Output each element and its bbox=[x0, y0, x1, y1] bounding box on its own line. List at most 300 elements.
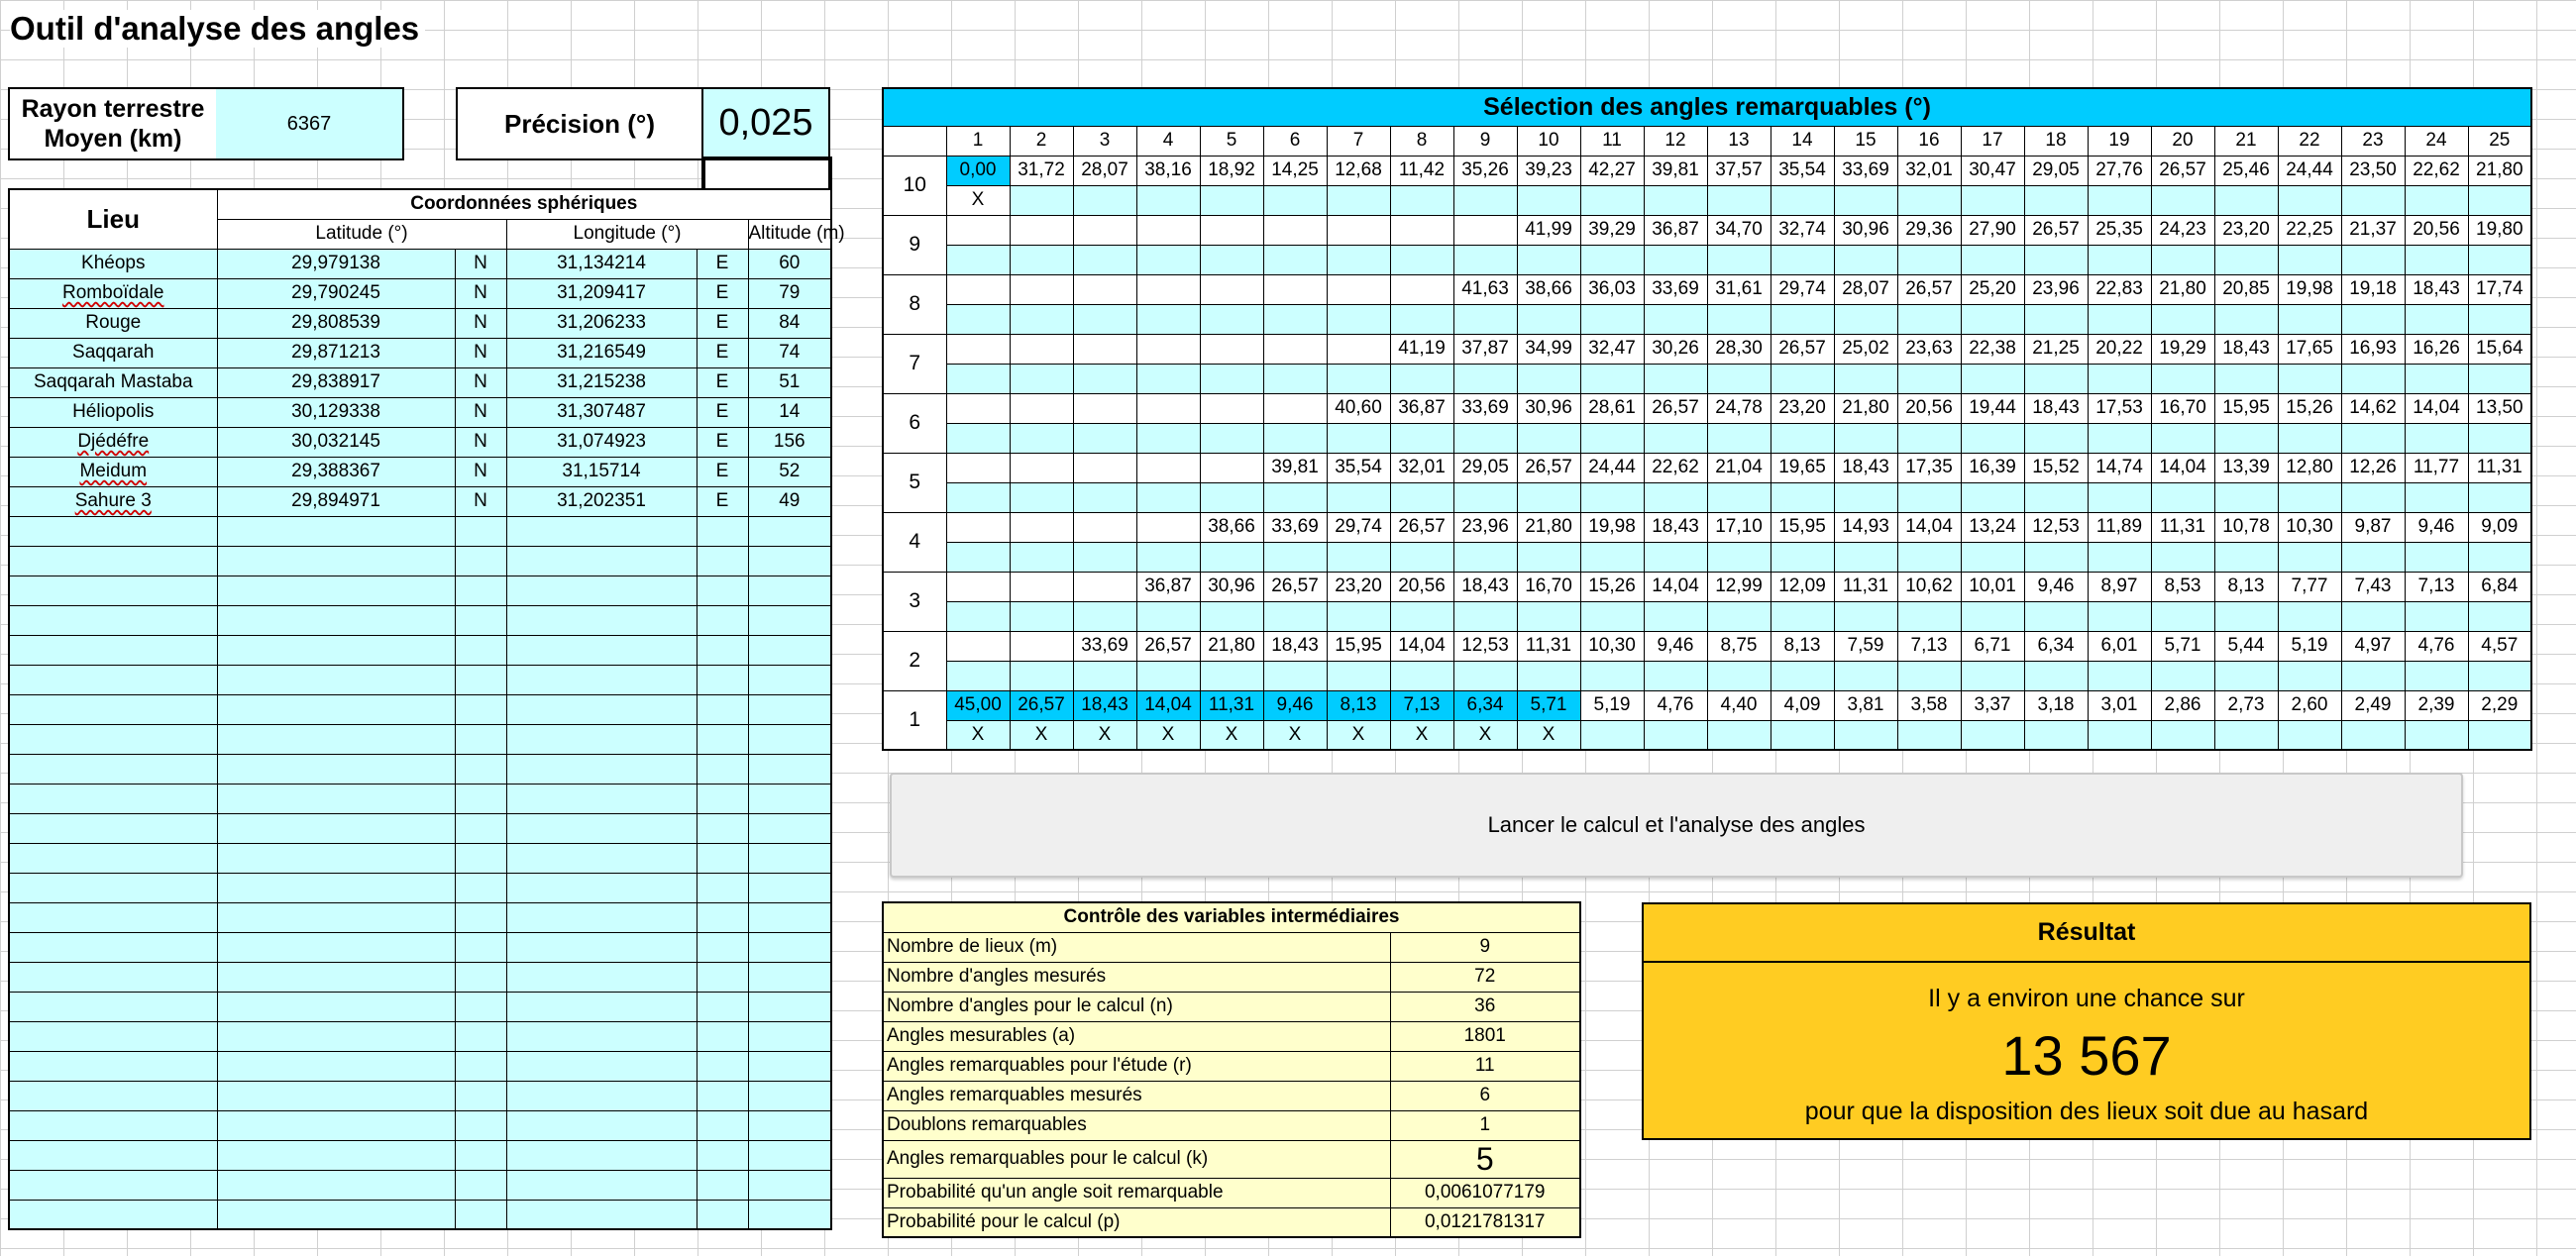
selection-mark-cell[interactable] bbox=[1010, 364, 1073, 393]
place-ew-cell[interactable] bbox=[697, 516, 748, 546]
angle-cell[interactable] bbox=[1073, 512, 1136, 542]
place-ew-cell[interactable] bbox=[697, 1110, 748, 1140]
place-lon-cell[interactable] bbox=[506, 694, 697, 724]
place-lat-cell[interactable]: 29,894971 bbox=[217, 486, 455, 516]
angle-cell[interactable]: 12,53 bbox=[1453, 631, 1517, 661]
place-lat-cell[interactable] bbox=[217, 873, 455, 902]
angle-cell[interactable]: 2,73 bbox=[2214, 690, 2278, 720]
angle-cell[interactable]: 33,69 bbox=[1453, 393, 1517, 423]
selection-mark-cell[interactable] bbox=[2341, 423, 2405, 453]
angle-cell[interactable]: 35,54 bbox=[1327, 453, 1390, 482]
selection-mark-cell[interactable]: X bbox=[1136, 720, 1200, 750]
selection-mark-cell[interactable] bbox=[1200, 661, 1263, 690]
angle-cell[interactable]: 33,69 bbox=[1644, 274, 1707, 304]
place-lat-cell[interactable] bbox=[217, 665, 455, 694]
place-name-cell[interactable] bbox=[9, 1051, 217, 1081]
selection-mark-cell[interactable]: X bbox=[1327, 720, 1390, 750]
angle-cell[interactable]: 5,19 bbox=[1580, 690, 1644, 720]
place-ns-cell[interactable]: N bbox=[455, 338, 506, 367]
place-ew-cell[interactable] bbox=[697, 1021, 748, 1051]
place-ns-cell[interactable]: N bbox=[455, 457, 506, 486]
place-lon-cell[interactable]: 31,074923 bbox=[506, 427, 697, 457]
selection-mark-cell[interactable] bbox=[1263, 482, 1327, 512]
place-name-cell[interactable] bbox=[9, 902, 217, 932]
place-ew-cell[interactable] bbox=[697, 873, 748, 902]
selection-mark-cell[interactable]: X bbox=[1390, 720, 1453, 750]
place-ew-cell[interactable] bbox=[697, 635, 748, 665]
selection-mark-cell[interactable] bbox=[1644, 423, 1707, 453]
selection-mark-cell[interactable] bbox=[1834, 542, 1897, 572]
angle-cell[interactable]: 17,65 bbox=[2278, 334, 2341, 364]
place-ew-cell[interactable] bbox=[697, 576, 748, 605]
angle-cell[interactable] bbox=[1327, 274, 1390, 304]
selection-mark-cell[interactable] bbox=[946, 423, 1010, 453]
place-ew-cell[interactable] bbox=[697, 902, 748, 932]
place-alt-cell[interactable] bbox=[748, 1170, 831, 1200]
angle-cell[interactable]: 26,57 bbox=[1390, 512, 1453, 542]
selection-mark-cell[interactable] bbox=[1834, 720, 1897, 750]
angle-cell[interactable]: 18,43 bbox=[1834, 453, 1897, 482]
place-lon-cell[interactable]: 31,202351 bbox=[506, 486, 697, 516]
place-name-cell[interactable] bbox=[9, 605, 217, 635]
place-name-cell[interactable] bbox=[9, 754, 217, 784]
angle-cell[interactable]: 14,62 bbox=[2341, 393, 2405, 423]
selection-mark-cell[interactable] bbox=[1771, 423, 1834, 453]
angle-cell[interactable]: 22,38 bbox=[1961, 334, 2024, 364]
selection-mark-cell[interactable] bbox=[1073, 661, 1136, 690]
selection-mark-cell[interactable] bbox=[1390, 482, 1453, 512]
selection-mark-cell[interactable] bbox=[1327, 482, 1390, 512]
place-ns-cell[interactable] bbox=[455, 1021, 506, 1051]
angle-cell[interactable]: 9,46 bbox=[1263, 690, 1327, 720]
angle-cell[interactable]: 18,92 bbox=[1200, 156, 1263, 185]
place-alt-cell[interactable] bbox=[748, 843, 831, 873]
angle-cell[interactable]: 11,42 bbox=[1390, 156, 1453, 185]
angle-cell[interactable]: 21,80 bbox=[1834, 393, 1897, 423]
angle-cell[interactable]: 4,57 bbox=[2468, 631, 2531, 661]
selection-mark-cell[interactable]: X bbox=[946, 185, 1010, 215]
place-lon-cell[interactable]: 31,209417 bbox=[506, 278, 697, 308]
place-lon-cell[interactable] bbox=[506, 1170, 697, 1200]
angle-cell[interactable]: 23,20 bbox=[1771, 393, 1834, 423]
selection-mark-cell[interactable] bbox=[1897, 542, 1961, 572]
angle-cell[interactable]: 12,68 bbox=[1327, 156, 1390, 185]
precision-input[interactable]: 0,025 bbox=[701, 87, 830, 158]
place-ew-cell[interactable]: E bbox=[697, 457, 748, 486]
place-lon-cell[interactable] bbox=[506, 813, 697, 843]
selection-mark-cell[interactable] bbox=[1897, 720, 1961, 750]
selection-mark-cell[interactable] bbox=[1834, 661, 1897, 690]
place-ns-cell[interactable]: N bbox=[455, 249, 506, 278]
angle-cell[interactable]: 33,69 bbox=[1073, 631, 1136, 661]
selection-mark-cell[interactable] bbox=[1580, 661, 1644, 690]
angle-cell[interactable]: 36,87 bbox=[1390, 393, 1453, 423]
place-lat-cell[interactable] bbox=[217, 1021, 455, 1051]
place-ns-cell[interactable] bbox=[455, 1051, 506, 1081]
angle-cell[interactable]: 9,87 bbox=[2341, 512, 2405, 542]
angle-cell[interactable]: 11,31 bbox=[1200, 690, 1263, 720]
selection-mark-cell[interactable] bbox=[1517, 542, 1580, 572]
place-alt-cell[interactable] bbox=[748, 902, 831, 932]
angle-cell[interactable]: 4,76 bbox=[1644, 690, 1707, 720]
selection-mark-cell[interactable] bbox=[1897, 482, 1961, 512]
selection-mark-cell[interactable] bbox=[2405, 542, 2468, 572]
place-alt-cell[interactable] bbox=[748, 992, 831, 1021]
angle-cell[interactable]: 11,31 bbox=[2468, 453, 2531, 482]
place-ns-cell[interactable] bbox=[455, 902, 506, 932]
selection-mark-cell[interactable] bbox=[1961, 304, 2024, 334]
place-name-cell[interactable]: Sahure 3 bbox=[9, 486, 217, 516]
selection-mark-cell[interactable] bbox=[1453, 304, 1517, 334]
selection-mark-cell[interactable] bbox=[1517, 364, 1580, 393]
place-ew-cell[interactable]: E bbox=[697, 427, 748, 457]
angle-cell[interactable] bbox=[946, 453, 1010, 482]
place-lon-cell[interactable] bbox=[506, 1021, 697, 1051]
angle-cell[interactable]: 22,62 bbox=[1644, 453, 1707, 482]
selection-mark-cell[interactable] bbox=[2151, 482, 2214, 512]
angle-cell[interactable] bbox=[1200, 274, 1263, 304]
place-alt-cell[interactable] bbox=[748, 1140, 831, 1170]
angle-cell[interactable]: 22,25 bbox=[2278, 215, 2341, 245]
angle-cell[interactable]: 28,30 bbox=[1707, 334, 1771, 364]
selection-mark-cell[interactable] bbox=[1517, 304, 1580, 334]
place-ew-cell[interactable] bbox=[697, 1200, 748, 1229]
angle-cell[interactable]: 19,80 bbox=[2468, 215, 2531, 245]
angle-cell[interactable]: 16,70 bbox=[2151, 393, 2214, 423]
selection-mark-cell[interactable] bbox=[946, 245, 1010, 274]
selection-mark-cell[interactable] bbox=[2151, 661, 2214, 690]
place-alt-cell[interactable] bbox=[748, 516, 831, 546]
place-ew-cell[interactable] bbox=[697, 932, 748, 962]
angle-cell[interactable]: 33,69 bbox=[1263, 512, 1327, 542]
place-ew-cell[interactable] bbox=[697, 1140, 748, 1170]
selection-mark-cell[interactable] bbox=[946, 601, 1010, 631]
selection-mark-cell[interactable] bbox=[2214, 542, 2278, 572]
angle-cell[interactable]: 16,39 bbox=[1961, 453, 2024, 482]
place-alt-cell[interactable]: 84 bbox=[748, 308, 831, 338]
place-lon-cell[interactable]: 31,134214 bbox=[506, 249, 697, 278]
place-ew-cell[interactable]: E bbox=[697, 278, 748, 308]
place-ns-cell[interactable] bbox=[455, 1200, 506, 1229]
angle-cell[interactable]: 10,30 bbox=[2278, 512, 2341, 542]
selection-mark-cell[interactable] bbox=[1073, 185, 1136, 215]
angle-cell[interactable]: 34,99 bbox=[1517, 334, 1580, 364]
selection-mark-cell[interactable] bbox=[1771, 185, 1834, 215]
angle-cell[interactable]: 18,43 bbox=[2405, 274, 2468, 304]
selection-mark-cell[interactable] bbox=[1707, 245, 1771, 274]
selection-mark-cell[interactable] bbox=[2024, 423, 2088, 453]
place-lat-cell[interactable] bbox=[217, 1081, 455, 1110]
angle-cell[interactable]: 26,57 bbox=[1897, 274, 1961, 304]
place-lat-cell[interactable]: 30,032145 bbox=[217, 427, 455, 457]
selection-mark-cell[interactable] bbox=[1453, 482, 1517, 512]
angle-cell[interactable]: 19,18 bbox=[2341, 274, 2405, 304]
place-lat-cell[interactable]: 29,838917 bbox=[217, 367, 455, 397]
place-ns-cell[interactable] bbox=[455, 605, 506, 635]
place-name-cell[interactable] bbox=[9, 784, 217, 813]
selection-mark-cell[interactable] bbox=[1961, 601, 2024, 631]
angle-cell[interactable]: 12,53 bbox=[2024, 512, 2088, 542]
angle-cell[interactable]: 7,59 bbox=[1834, 631, 1897, 661]
selection-mark-cell[interactable] bbox=[946, 542, 1010, 572]
place-name-cell[interactable]: Romboïdale bbox=[9, 278, 217, 308]
selection-mark-cell[interactable] bbox=[2468, 720, 2531, 750]
angle-cell[interactable]: 20,56 bbox=[1390, 572, 1453, 601]
angle-cell[interactable]: 41,63 bbox=[1453, 274, 1517, 304]
place-lat-cell[interactable]: 29,790245 bbox=[217, 278, 455, 308]
selection-mark-cell[interactable] bbox=[2468, 185, 2531, 215]
place-ns-cell[interactable] bbox=[455, 754, 506, 784]
selection-mark-cell[interactable] bbox=[1136, 304, 1200, 334]
selection-mark-cell[interactable] bbox=[1580, 482, 1644, 512]
angle-cell[interactable]: 29,74 bbox=[1771, 274, 1834, 304]
place-name-cell[interactable] bbox=[9, 665, 217, 694]
selection-mark-cell[interactable] bbox=[2024, 661, 2088, 690]
selection-mark-cell[interactable] bbox=[1263, 185, 1327, 215]
place-lon-cell[interactable] bbox=[506, 784, 697, 813]
angle-cell[interactable]: 38,16 bbox=[1136, 156, 1200, 185]
selection-mark-cell[interactable] bbox=[1961, 364, 2024, 393]
selection-mark-cell[interactable] bbox=[2468, 304, 2531, 334]
angle-cell[interactable]: 11,89 bbox=[2088, 512, 2151, 542]
angle-cell[interactable]: 2,29 bbox=[2468, 690, 2531, 720]
angle-cell[interactable]: 19,98 bbox=[2278, 274, 2341, 304]
selection-mark-cell[interactable] bbox=[1136, 364, 1200, 393]
angle-cell[interactable] bbox=[1073, 215, 1136, 245]
selection-mark-cell[interactable] bbox=[2214, 661, 2278, 690]
selection-mark-cell[interactable] bbox=[2278, 482, 2341, 512]
selection-mark-cell[interactable] bbox=[2088, 720, 2151, 750]
angle-cell[interactable]: 38,66 bbox=[1517, 274, 1580, 304]
place-name-cell[interactable]: Saqqarah Mastaba bbox=[9, 367, 217, 397]
place-lat-cell[interactable] bbox=[217, 992, 455, 1021]
angle-cell[interactable]: 12,80 bbox=[2278, 453, 2341, 482]
place-lat-cell[interactable] bbox=[217, 635, 455, 665]
selection-mark-cell[interactable] bbox=[1200, 304, 1263, 334]
place-lat-cell[interactable] bbox=[217, 813, 455, 843]
selection-mark-cell[interactable] bbox=[2024, 185, 2088, 215]
place-lon-cell[interactable] bbox=[506, 635, 697, 665]
selection-mark-cell[interactable] bbox=[1644, 661, 1707, 690]
place-alt-cell[interactable]: 49 bbox=[748, 486, 831, 516]
angle-cell[interactable]: 10,01 bbox=[1961, 572, 2024, 601]
selection-mark-cell[interactable] bbox=[2278, 601, 2341, 631]
selection-mark-cell[interactable] bbox=[1771, 364, 1834, 393]
place-name-cell[interactable] bbox=[9, 1081, 217, 1110]
selection-mark-cell[interactable] bbox=[1200, 423, 1263, 453]
place-ns-cell[interactable] bbox=[455, 635, 506, 665]
angle-cell[interactable]: 20,22 bbox=[2088, 334, 2151, 364]
place-name-cell[interactable] bbox=[9, 546, 217, 576]
place-alt-cell[interactable] bbox=[748, 1051, 831, 1081]
selection-mark-cell[interactable] bbox=[1771, 245, 1834, 274]
angle-cell[interactable]: 8,13 bbox=[2214, 572, 2278, 601]
selection-mark-cell[interactable] bbox=[1263, 661, 1327, 690]
selection-mark-cell[interactable] bbox=[2088, 304, 2151, 334]
selection-mark-cell[interactable] bbox=[1073, 601, 1136, 631]
selection-mark-cell[interactable] bbox=[1136, 482, 1200, 512]
selection-mark-cell[interactable] bbox=[1897, 245, 1961, 274]
place-ns-cell[interactable]: N bbox=[455, 308, 506, 338]
place-alt-cell[interactable] bbox=[748, 635, 831, 665]
angle-cell[interactable]: 4,09 bbox=[1771, 690, 1834, 720]
angle-cell[interactable]: 22,62 bbox=[2405, 156, 2468, 185]
angle-cell[interactable]: 8,13 bbox=[1771, 631, 1834, 661]
selection-mark-cell[interactable] bbox=[2088, 245, 2151, 274]
place-lat-cell[interactable] bbox=[217, 1110, 455, 1140]
place-lat-cell[interactable] bbox=[217, 1200, 455, 1229]
selection-mark-cell[interactable] bbox=[2214, 482, 2278, 512]
selection-mark-cell[interactable] bbox=[1644, 601, 1707, 631]
selection-mark-cell[interactable] bbox=[2088, 601, 2151, 631]
angle-cell[interactable]: 8,13 bbox=[1327, 690, 1390, 720]
angle-cell[interactable]: 5,71 bbox=[1517, 690, 1580, 720]
angle-cell[interactable]: 9,46 bbox=[2405, 512, 2468, 542]
angle-cell[interactable]: 23,96 bbox=[1453, 512, 1517, 542]
angle-cell[interactable]: 26,57 bbox=[1771, 334, 1834, 364]
place-ew-cell[interactable] bbox=[697, 1081, 748, 1110]
selection-mark-cell[interactable] bbox=[1073, 482, 1136, 512]
selection-mark-cell[interactable] bbox=[2341, 185, 2405, 215]
angle-cell[interactable]: 31,61 bbox=[1707, 274, 1771, 304]
place-lon-cell[interactable] bbox=[506, 724, 697, 754]
angle-cell[interactable]: 14,04 bbox=[1390, 631, 1453, 661]
selection-mark-cell[interactable] bbox=[1200, 245, 1263, 274]
angle-cell[interactable]: 21,80 bbox=[1517, 512, 1580, 542]
angle-cell[interactable]: 19,29 bbox=[2151, 334, 2214, 364]
selection-mark-cell[interactable] bbox=[1644, 185, 1707, 215]
selection-mark-cell[interactable] bbox=[2088, 185, 2151, 215]
angle-cell[interactable]: 9,46 bbox=[2024, 572, 2088, 601]
place-lon-cell[interactable] bbox=[506, 665, 697, 694]
angle-cell[interactable]: 35,54 bbox=[1771, 156, 1834, 185]
selection-mark-cell[interactable] bbox=[1517, 601, 1580, 631]
angle-cell[interactable] bbox=[1136, 393, 1200, 423]
selection-mark-cell[interactable] bbox=[2151, 245, 2214, 274]
selection-mark-cell[interactable] bbox=[1200, 185, 1263, 215]
angle-cell[interactable]: 30,96 bbox=[1200, 572, 1263, 601]
selection-mark-cell[interactable] bbox=[1580, 245, 1644, 274]
place-lon-cell[interactable] bbox=[506, 1051, 697, 1081]
place-lat-cell[interactable] bbox=[217, 843, 455, 873]
angle-cell[interactable]: 12,26 bbox=[2341, 453, 2405, 482]
place-ns-cell[interactable]: N bbox=[455, 367, 506, 397]
selection-mark-cell[interactable] bbox=[2278, 661, 2341, 690]
place-lat-cell[interactable] bbox=[217, 724, 455, 754]
selection-mark-cell[interactable] bbox=[1707, 661, 1771, 690]
place-ns-cell[interactable] bbox=[455, 576, 506, 605]
angle-cell[interactable]: 18,43 bbox=[2214, 334, 2278, 364]
selection-mark-cell[interactable] bbox=[1453, 245, 1517, 274]
place-name-cell[interactable] bbox=[9, 873, 217, 902]
place-alt-cell[interactable] bbox=[748, 932, 831, 962]
angle-cell[interactable] bbox=[946, 631, 1010, 661]
place-lon-cell[interactable]: 31,307487 bbox=[506, 397, 697, 427]
angle-cell[interactable]: 25,46 bbox=[2214, 156, 2278, 185]
selection-mark-cell[interactable] bbox=[1390, 364, 1453, 393]
place-alt-cell[interactable] bbox=[748, 873, 831, 902]
place-name-cell[interactable] bbox=[9, 694, 217, 724]
place-ew-cell[interactable] bbox=[697, 1170, 748, 1200]
selection-mark-cell[interactable] bbox=[2341, 542, 2405, 572]
angle-cell[interactable]: 26,57 bbox=[1644, 393, 1707, 423]
selection-mark-cell[interactable] bbox=[1073, 542, 1136, 572]
selection-mark-cell[interactable] bbox=[1644, 245, 1707, 274]
angle-cell[interactable]: 30,96 bbox=[1517, 393, 1580, 423]
angle-cell[interactable] bbox=[1200, 393, 1263, 423]
place-ns-cell[interactable] bbox=[455, 1081, 506, 1110]
place-alt-cell[interactable]: 51 bbox=[748, 367, 831, 397]
selection-mark-cell[interactable] bbox=[2214, 423, 2278, 453]
angle-cell[interactable] bbox=[1390, 274, 1453, 304]
selection-mark-cell[interactable] bbox=[1200, 482, 1263, 512]
place-lat-cell[interactable] bbox=[217, 932, 455, 962]
angle-cell[interactable]: 15,95 bbox=[1327, 631, 1390, 661]
angle-cell[interactable]: 19,44 bbox=[1961, 393, 2024, 423]
angle-cell[interactable]: 11,31 bbox=[2151, 512, 2214, 542]
angle-cell[interactable]: 2,39 bbox=[2405, 690, 2468, 720]
angle-cell[interactable]: 14,04 bbox=[2405, 393, 2468, 423]
place-ns-cell[interactable] bbox=[455, 873, 506, 902]
selection-mark-cell[interactable] bbox=[2405, 423, 2468, 453]
selection-mark-cell[interactable] bbox=[2468, 482, 2531, 512]
angle-cell[interactable]: 29,05 bbox=[2024, 156, 2088, 185]
selection-mark-cell[interactable] bbox=[1517, 482, 1580, 512]
selection-mark-cell[interactable] bbox=[2151, 601, 2214, 631]
place-lat-cell[interactable] bbox=[217, 784, 455, 813]
selection-mark-cell[interactable] bbox=[2468, 542, 2531, 572]
selection-mark-cell[interactable] bbox=[1644, 364, 1707, 393]
place-name-cell[interactable] bbox=[9, 576, 217, 605]
selection-mark-cell[interactable] bbox=[1390, 185, 1453, 215]
place-lat-cell[interactable]: 30,129338 bbox=[217, 397, 455, 427]
angle-cell[interactable]: 13,39 bbox=[2214, 453, 2278, 482]
selection-mark-cell[interactable] bbox=[1327, 364, 1390, 393]
selection-mark-cell[interactable] bbox=[1010, 185, 1073, 215]
selection-mark-cell[interactable] bbox=[2024, 720, 2088, 750]
selection-mark-cell[interactable] bbox=[1897, 423, 1961, 453]
selection-mark-cell[interactable] bbox=[1897, 185, 1961, 215]
angle-cell[interactable]: 0,00 bbox=[946, 156, 1010, 185]
selection-mark-cell[interactable]: X bbox=[1517, 720, 1580, 750]
angle-cell[interactable]: 20,56 bbox=[2405, 215, 2468, 245]
selection-mark-cell[interactable] bbox=[1961, 542, 2024, 572]
selection-mark-cell[interactable] bbox=[1136, 542, 1200, 572]
selection-mark-cell[interactable] bbox=[1517, 423, 1580, 453]
place-lon-cell[interactable] bbox=[506, 843, 697, 873]
angle-cell[interactable]: 11,31 bbox=[1517, 631, 1580, 661]
angle-cell[interactable]: 8,75 bbox=[1707, 631, 1771, 661]
place-lon-cell[interactable]: 31,215238 bbox=[506, 367, 697, 397]
selection-mark-cell[interactable] bbox=[1200, 601, 1263, 631]
place-ew-cell[interactable] bbox=[697, 665, 748, 694]
place-ns-cell[interactable]: N bbox=[455, 486, 506, 516]
angle-cell[interactable]: 23,20 bbox=[2214, 215, 2278, 245]
angle-cell[interactable]: 7,13 bbox=[1390, 690, 1453, 720]
place-name-cell[interactable] bbox=[9, 1200, 217, 1229]
selection-mark-cell[interactable] bbox=[1707, 304, 1771, 334]
angle-cell[interactable]: 20,56 bbox=[1897, 393, 1961, 423]
angle-cell[interactable] bbox=[946, 393, 1010, 423]
angle-cell[interactable]: 17,74 bbox=[2468, 274, 2531, 304]
selection-mark-cell[interactable] bbox=[1263, 542, 1327, 572]
angle-cell[interactable]: 7,43 bbox=[2341, 572, 2405, 601]
selection-mark-cell[interactable] bbox=[2151, 304, 2214, 334]
selection-mark-cell[interactable] bbox=[1707, 601, 1771, 631]
angle-cell[interactable]: 6,01 bbox=[2088, 631, 2151, 661]
selection-mark-cell[interactable] bbox=[1390, 304, 1453, 334]
place-lon-cell[interactable] bbox=[506, 576, 697, 605]
